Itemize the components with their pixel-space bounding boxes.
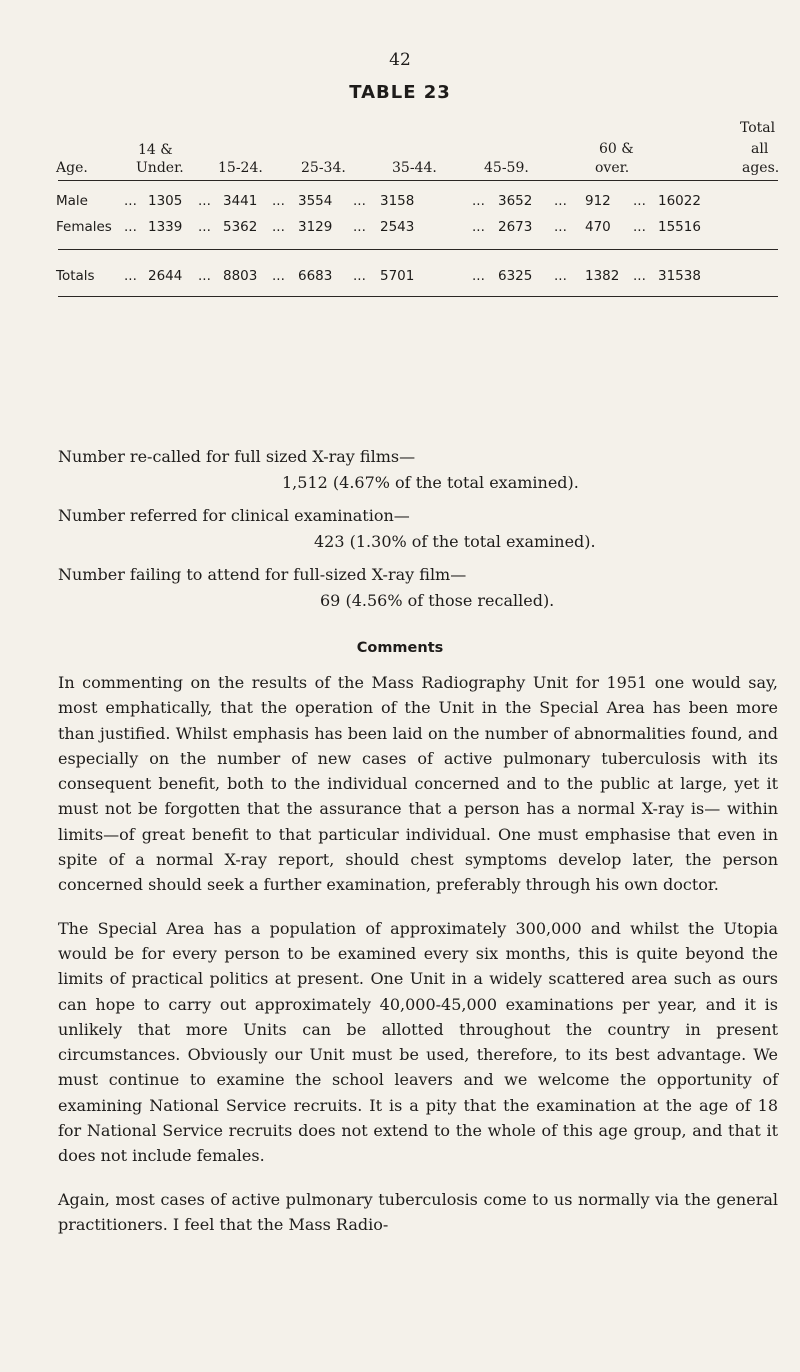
header-col6-line1: 60 &: [599, 141, 634, 157]
table-row-male: Male ... 1305 ... 3441 ... 3554 ... 3158 ... 3652 ... 912 ... 16022: [56, 193, 701, 209]
paragraph: In commenting on the results of the Mass Radiography Unit for 1951 one would say, most emphatically, that the operation of the Unit in the Special Area has been more than justified. Whilst emphasis has been laid on the number of abnormalities found, and especially on the number of new cases of active pulmonary tuberculosis with its consequent benefit, both to the individual concerned and to the public at large, yet it must not be forgotten that the assurance that a person has a normal X-ray is— within limits—of great benefit to that particular individual. One must emphasise that even in spite of a normal X-ray report, should chest symptoms develop later, the person concerned should seek a further examination, preferably through his own doctor.: [58, 673, 778, 895]
row-label: Male: [56, 193, 88, 209]
header-col5: 45-59.: [484, 160, 529, 176]
comments-body: [58, 670, 778, 1255]
table-cell: 1339: [148, 219, 183, 235]
header-col4: 35-44.: [392, 160, 437, 176]
table-cell: 16022: [658, 193, 701, 209]
stat-failing-value: 69 (4.56% of those recalled).: [320, 590, 555, 610]
stat-recalled-value: 1,512 (4.67% of the total examined).: [282, 472, 579, 492]
paragraph: Again, most cases of active pulmonary tuberculosis come to us normally via the general practitioners. I feel that the Mass Radio-: [58, 1189, 778, 1234]
body-rule: [58, 249, 778, 250]
table-cell: 8803: [223, 268, 258, 284]
header-col7-line3: ages.: [742, 160, 780, 176]
table-row-totals: Totals ... 2644 ... 8803 ... 6683 ... 5701 ... 6325 ... 1382 ... 31538: [56, 268, 701, 284]
table-cell: 3158: [380, 193, 415, 209]
age-distribution-table: [56, 104, 780, 284]
comments-heading: Comments: [356, 640, 444, 656]
stat-referred-value: 423 (1.30% of the total examined).: [314, 531, 596, 551]
table-cell: 1382: [585, 268, 620, 284]
table-cell: 1305: [148, 193, 183, 209]
table-cell: 31538: [658, 268, 701, 284]
table-cell: 15516: [658, 219, 701, 235]
paragraph: The Special Area has a population of approximately 300,000 and whilst the Utopia would be for every person to be examined every six months, this is quite beyond the limits of practical politics at present. One Unit in a widely scattered area such as ours can hope to carry out approximately 40,000-45,000 examinations per year, and it is unlikely that more Units can be allotted throughout the country in present circumstances. Obviously our Unit must be used, therefore, to its best advantage. We must continue to examine the school leavers and we welcome the opportunity of examining National Service recruits. It is a pity that the examination at the age of 18 for National Service recruits does not extend to the whole of this age group, and that it does not include females.: [58, 918, 778, 1166]
table-cell: 3129: [298, 219, 333, 235]
table-cell: 3554: [298, 193, 333, 209]
table-title: TABLE 23: [349, 82, 451, 103]
row-label: Totals: [56, 268, 95, 284]
header-col7-line1: Total: [740, 120, 776, 136]
header-col3: 25-34.: [301, 160, 346, 176]
stat-recalled-label: Number re-called for full sized X-ray films—: [58, 447, 416, 466]
table-cell: 2543: [380, 219, 415, 235]
header-col2: 15-24.: [218, 160, 263, 176]
table-cell: 3441: [223, 193, 258, 209]
header-col1-line2: Under.: [136, 160, 184, 176]
table-row-females: Females ... 1339 ... 5362 ... 3129 ... 2543 ... 2673 ... 470 ... 15516: [56, 219, 701, 235]
table-cell: 2673: [498, 219, 533, 235]
table-cell: 3652: [498, 193, 533, 209]
table-cell: 6325: [498, 268, 533, 284]
header-rule: [58, 180, 778, 181]
page-number: 42: [389, 50, 411, 70]
row-label: Females: [56, 219, 112, 235]
table-cell: 6683: [298, 268, 333, 284]
table-cell: 5362: [223, 219, 258, 235]
header-age: Age.: [56, 160, 88, 176]
bottom-rule: [58, 296, 778, 297]
header-col6-line2: over.: [595, 160, 630, 176]
header-col7-line2: all: [751, 141, 769, 157]
stat-referred-label: Number referred for clinical examination—: [58, 506, 410, 525]
table-cell: 912: [585, 193, 611, 209]
stat-failing-label: Number failing to attend for full-sized X-ray film—: [58, 565, 467, 584]
header-col1-line1: 14 &: [138, 142, 173, 158]
table-cell: 470: [585, 219, 611, 235]
table-cell: 5701: [380, 268, 415, 284]
statistics-summary: [58, 444, 778, 613]
table-cell: 2644: [148, 268, 183, 284]
